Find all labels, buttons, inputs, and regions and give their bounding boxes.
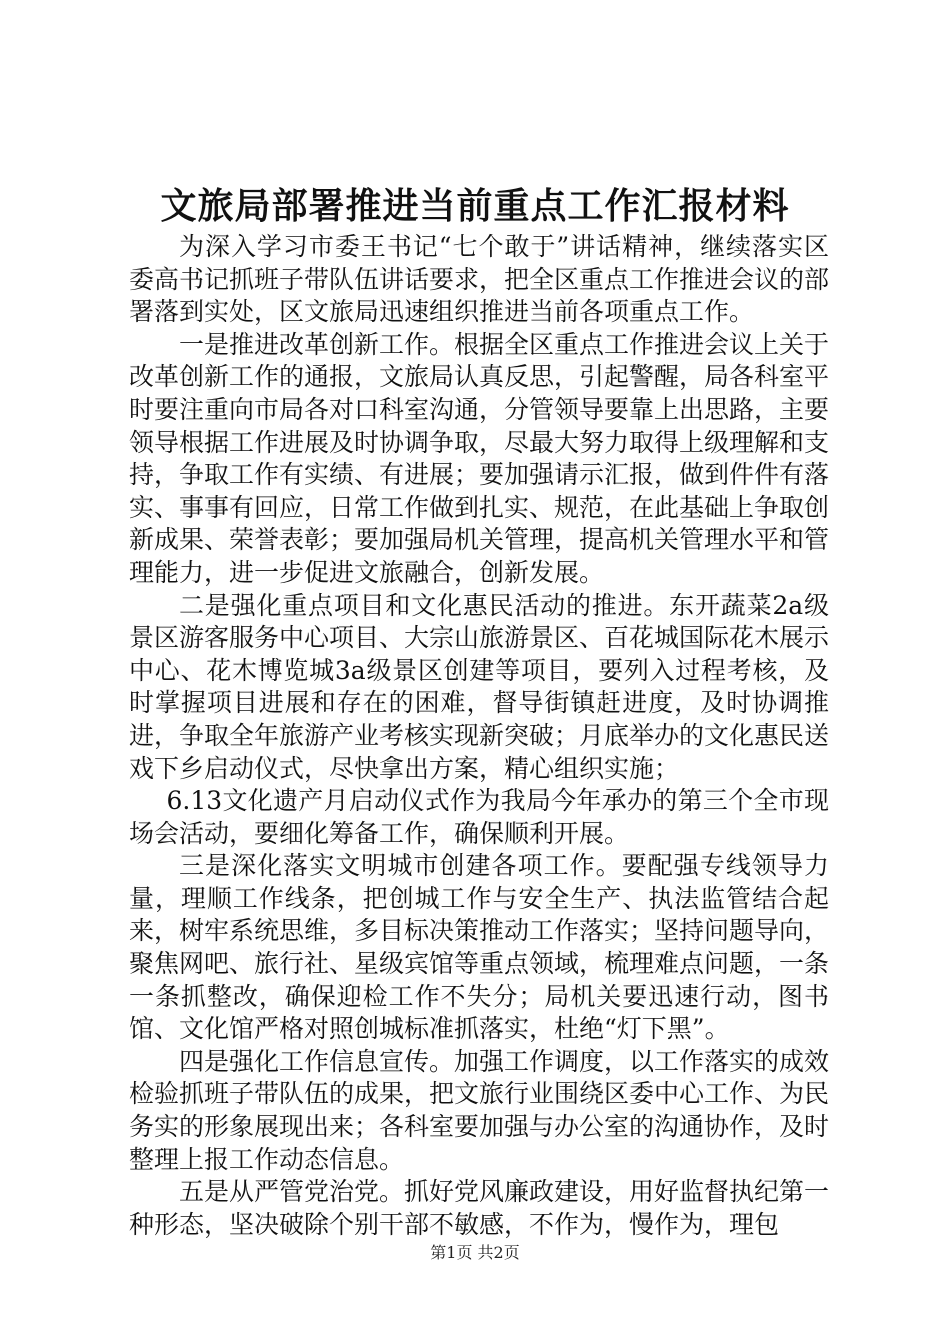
paragraph-reform-innovation: 一是推进改革创新工作。根据全区重点工作推进会议上关于改革创新工作的通报，文旅局认真反思，引起警醒，局各科室平时要注重向市局各对口科室沟通，分管领导要靠上出思路，主要领导根据工作进展及时协调争取，尽最大努力取得上级理解和支持，争取工作有实绩、有进展；要加强请示汇报，做到件件有落实、事事有回应，日常工作做到扎实、规范，在此基础上争取创新成果、荣誉表彰；要加强局机关管理，提高机关管理水平和管理能力，进一步促进文旅融合，创新发展。 — [129, 329, 830, 587]
paragraph-intro: 为深入学习市委王书记“七个敢于”讲话精神，继续落实区委高书记抓班子带队伍讲话要求，把全区重点工作推进会议的部署落到实处，区文旅局迅速组织推进当前各项重点工作。 — [129, 232, 830, 327]
document-title: 文旅局部署推进当前重点工作汇报材料 — [160, 185, 790, 227]
page-number: 第1页 共2页 — [430, 1243, 520, 1262]
paragraph-party-governance: 五是从严管党治党。抓好党风廉政建设，用好监督执纪第一种形态，坚决破除个别干部不敏感，不作为，慢作为，理包 — [129, 1177, 830, 1239]
paragraph-key-projects: 二是强化重点项目和文化惠民活动的推进。东开蔬菜2a级景区游客服务中心项目、大宗山旅游景区、百花城国际花木展示中心、花木博览城3a级景区创建等项目，要列入过程考核，及时掌握项目进展和存在的困难，督导街镇赶进度，及时协调推进，争取全年旅游产业考核实现新突破；月底举办的文化惠民送戏下乡启动仪式，尽快拿出方案，精心组织实施； — [129, 590, 830, 783]
paragraph-civilized-city: 三是深化落实文明城市创建各项工作。要配强专线领导力量，理顺工作线条，把创城工作与安全生产、执法监管结合起来，树牢系统思维，多目标决策推动工作落实；坚持问题导向，聚焦网吧、旅行社、星级宾馆等重点领域，梳理难点问题，一条一条抓整改，确保迎检工作不失分；局机关要迅速行动，图书馆、文化馆严格对照创城标准抓落实，杜绝“灯下黑”。 — [129, 851, 830, 1044]
document-body — [129, 231, 829, 1241]
paragraph-information-publicity: 四是强化工作信息宣传。加强工作调度，以工作落实的成效检验抓班子带队伍的成果，把文旅行业围绕区委中心工作、为民务实的形象展现出来；各科室要加强与办公室的沟通协作，及时整理上报工作动态信息。 — [129, 1046, 830, 1174]
paragraph-heritage-month: 6.13文化遗产月启动仪式作为我局今年承办的第三个全市现场会活动，要细化筹备工作，确保顺利开展。 — [129, 786, 829, 848]
